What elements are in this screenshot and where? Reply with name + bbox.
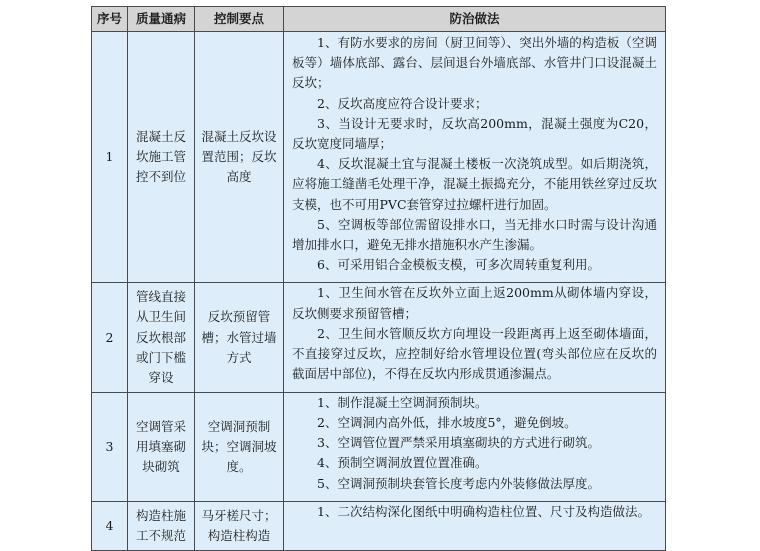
method-item: 1、二次结构深化图纸中明确构造柱位置、尺寸及构造做法。 xyxy=(317,504,650,520)
quality-issue: 管线直接从卫生间反坎根部或门下槛穿设 xyxy=(128,283,195,392)
row-number: 2 xyxy=(92,283,128,392)
quality-issue: 构造柱施工不规范 xyxy=(128,502,195,551)
row-number: 1 xyxy=(92,32,128,283)
quality-control-table xyxy=(91,6,666,551)
table-row xyxy=(92,283,666,392)
method-item: 3、当设计无要求时，反坎高200mm，混凝土强度为C20，反坎宽度同墙厚； xyxy=(292,115,657,152)
method-item: 4、预制空调洞放置位置准确。 xyxy=(317,455,488,471)
prevention-method xyxy=(284,502,666,551)
table-row xyxy=(92,32,666,283)
prevention-method xyxy=(284,392,666,501)
method-item: 2、空调洞内高外低，排水坡度5°，避免倒坡。 xyxy=(317,415,577,431)
control-point: 反坎预留管槽；水管过墙方式 xyxy=(195,283,284,392)
method-item: 1、制作混凝土空调洞预制块。 xyxy=(317,394,488,410)
method-item: 5、空调板等部位需留设排水口，当无排水口时需与设计沟通增加排水口，避免无排水措施积水产生渗漏。 xyxy=(292,216,657,253)
header-no: 序号 xyxy=(92,7,128,32)
row-number: 4 xyxy=(92,502,128,551)
table-row xyxy=(92,502,666,551)
header-control: 控制要点 xyxy=(195,7,284,32)
table-row xyxy=(92,392,666,501)
method-item: 2、卫生间水管顺反坎方向埋设一段距离再上返至砌体墙面，不直接穿过反坎，应控制好给水管埋设位置(弯头部位应在反坎的截面居中部位)，不得在反坎内形成贯通渗漏点。 xyxy=(292,325,657,382)
quality-issue: 空调管采用填塞砌块砌筑 xyxy=(128,392,195,501)
header-row xyxy=(92,7,666,32)
method-item: 3、空调管位置严禁采用填塞砌块的方式进行砌筑。 xyxy=(317,435,600,451)
header-issue: 质量通病 xyxy=(128,7,195,32)
control-point: 混凝土反坎设置范围；反坎高度 xyxy=(195,32,284,283)
method-item: 5、空调洞预制块套管长度考虑内外装修做法厚度。 xyxy=(317,475,600,491)
method-item: 2、反坎高度应符合设计要求； xyxy=(317,95,488,111)
method-item: 4、反坎混凝土宜与混凝土楼板一次浇筑成型。如后期浇筑，应将施工缝凿毛处理干净，混凝土振捣充分，不能用铁丝穿过反坎支模，也不可用PVC套管穿过拉螺杆进行加固。 xyxy=(292,156,657,212)
prevention-method xyxy=(284,32,666,283)
method-item: 1、有防水要求的房间（厨卫间等）、突出外墙的构造板（空调板等）墙体底部、露台、层间退台外墙底部、水管井门口设混凝土反坎； xyxy=(292,35,657,91)
control-point: 马牙槎尺寸；构造柱构造 xyxy=(195,502,284,551)
method-item: 6、可采用铝合金模板支模，可多次周转重复利用。 xyxy=(317,257,600,273)
prevention-method xyxy=(284,283,666,392)
method-item: 1、卫生间水管在反坎外立面上返200mm从砌体墙内穿设，反坎侧要求预留管槽； xyxy=(292,285,657,321)
row-number: 3 xyxy=(92,392,128,501)
control-point: 空调洞预制块；空调洞坡度。 xyxy=(195,392,284,501)
quality-issue: 混凝土反坎施工管控不到位 xyxy=(128,32,195,283)
header-method: 防治做法 xyxy=(284,7,666,32)
